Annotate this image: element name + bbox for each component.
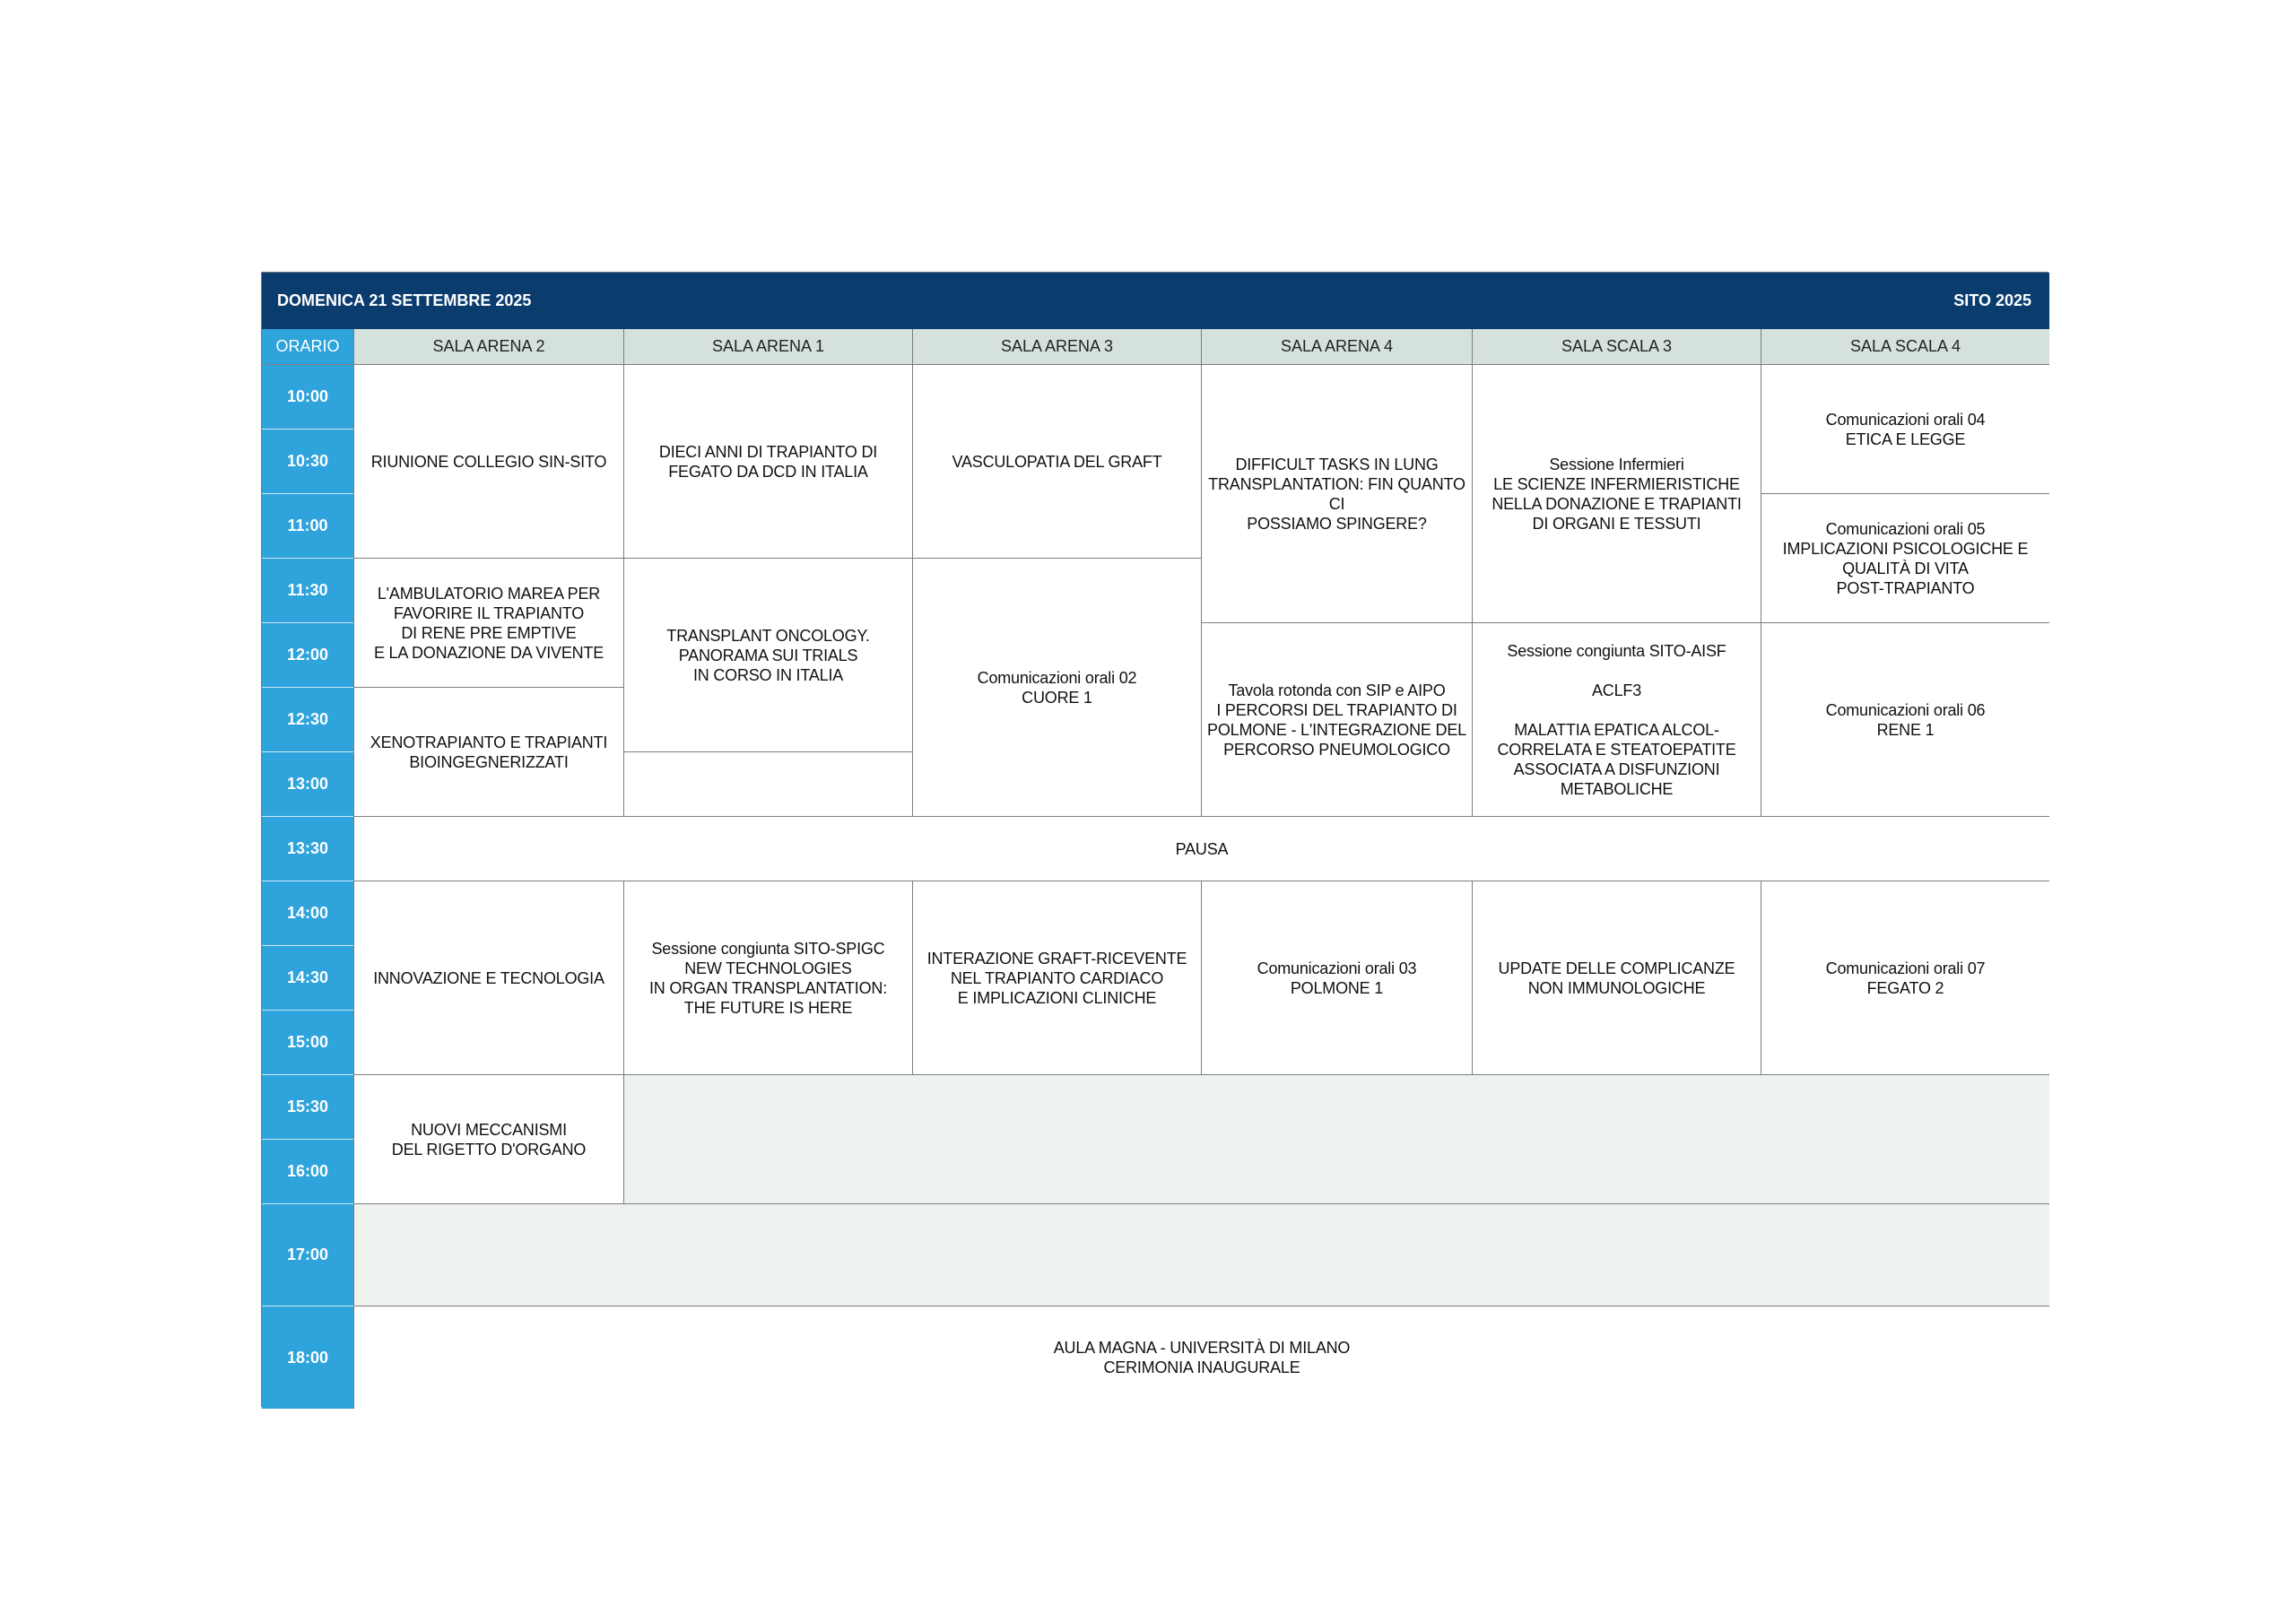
session-update-complicanze[interactable]: UPDATE DELLE COMPLICANZE NON IMMUNOLOGICHE bbox=[1472, 881, 1761, 1075]
time-slot: 18:00 bbox=[262, 1306, 353, 1409]
column-header-sala-arena-4: SALA ARENA 4 bbox=[1201, 329, 1472, 365]
time-slot: 13:30 bbox=[262, 817, 353, 881]
column-header-sala-scala-4: SALA SCALA 4 bbox=[1761, 329, 2049, 365]
time-slot: 13:00 bbox=[262, 752, 353, 817]
session-comunicazioni-05[interactable]: Comunicazioni orali 05 IMPLICAZIONI PSICOLOGICHE E QUALITÀ DI VITA POST-TRAPIANTO bbox=[1761, 494, 2049, 623]
time-slot: 10:00 bbox=[262, 365, 353, 430]
session-difficult-tasks[interactable]: DIFFICULT TASKS IN LUNG TRANSPLANTATION: FIN QUANTO CI POSSIAMO SPINGERE? bbox=[1201, 365, 1472, 623]
time-slot: 15:00 bbox=[262, 1011, 353, 1075]
session-riunione-collegio[interactable]: RIUNIONE COLLEGIO SIN-SITO bbox=[353, 365, 623, 559]
column-header-orario: ORARIO bbox=[262, 329, 353, 365]
time-slot: 10:30 bbox=[262, 430, 353, 494]
time-slot: 15:30 bbox=[262, 1075, 353, 1140]
time-slot: 12:00 bbox=[262, 623, 353, 688]
session-comunicazioni-06[interactable]: Comunicazioni orali 06 RENE 1 bbox=[1761, 623, 2049, 817]
time-slot: 14:00 bbox=[262, 881, 353, 946]
session-comunicazioni-03[interactable]: Comunicazioni orali 03 POLMONE 1 bbox=[1201, 881, 1472, 1075]
time-slot: 16:00 bbox=[262, 1140, 353, 1204]
session-nuovi-meccanismi[interactable]: NUOVI MECCANISMI DEL RIGETTO D'ORGANO bbox=[353, 1075, 623, 1204]
column-header-sala-arena-3: SALA ARENA 3 bbox=[912, 329, 1201, 365]
session-comunicazioni-04[interactable]: Comunicazioni orali 04 ETICA E LEGGE bbox=[1761, 365, 2049, 494]
column-header-sala-arena-1: SALA ARENA 1 bbox=[623, 329, 912, 365]
session-dieci-anni-dcd[interactable]: DIECI ANNI DI TRAPIANTO DI FEGATO DA DCD IN ITALIA bbox=[623, 365, 912, 559]
session-sito-spigc[interactable]: Sessione congiunta SITO-SPIGC NEW TECHNOLOGIES IN ORGAN TRANSPLANTATION: THE FUTURE IS HERE bbox=[623, 881, 912, 1075]
session-innovazione[interactable]: INNOVAZIONE E TECNOLOGIA bbox=[353, 881, 623, 1075]
schedule-header bbox=[262, 273, 2049, 329]
time-slot: 11:30 bbox=[262, 559, 353, 623]
schedule-date: DOMENICA 21 SETTEMBRE 2025 bbox=[277, 291, 532, 309]
time-slot: 17:00 bbox=[262, 1204, 353, 1306]
time-slot: 14:30 bbox=[262, 946, 353, 1011]
pause-row: PAUSA bbox=[353, 817, 2049, 881]
empty-slot bbox=[623, 752, 912, 817]
session-cerimonia-inaugurale[interactable]: AULA MAGNA - UNIVERSITÀ DI MILANO CERIMONIA INAUGURALE bbox=[353, 1306, 2049, 1409]
session-xenotrapianto[interactable]: XENOTRAPIANTO E TRAPIANTI BIOINGEGNERIZZATI bbox=[353, 688, 623, 817]
session-infermieri[interactable]: Sessione Infermieri LE SCIENZE INFERMIERISTICHE NELLA DONAZIONE E TRAPIANTI DI ORGANI E TESSUTI bbox=[1472, 365, 1761, 623]
time-slot: 11:00 bbox=[262, 494, 353, 559]
column-header-sala-arena-2: SALA ARENA 2 bbox=[353, 329, 623, 365]
session-comunicazioni-02[interactable]: Comunicazioni orali 02 CUORE 1 bbox=[912, 559, 1201, 817]
session-interazione-graft[interactable]: INTERAZIONE GRAFT-RICEVENTE NEL TRAPIANTO CARDIACO E IMPLICAZIONI CLINICHE bbox=[912, 881, 1201, 1075]
column-header-sala-scala-3: SALA SCALA 3 bbox=[1472, 329, 1761, 365]
empty-block bbox=[623, 1075, 2049, 1204]
schedule-table bbox=[261, 272, 2048, 1407]
session-tavola-rotonda[interactable]: Tavola rotonda con SIP e AIPO I PERCORSI DEL TRAPIANTO DI POLMONE - L'INTEGRAZIONE DEL PERCORSO PNEUMOLOGICO bbox=[1201, 623, 1472, 817]
session-ambulatorio-marea[interactable]: L'AMBULATORIO MAREA PER FAVORIRE IL TRAPIANTO DI RENE PRE EMPTIVE E LA DONAZIONE DA VIVENTE bbox=[353, 559, 623, 688]
session-transplant-oncology[interactable]: TRANSPLANT ONCOLOGY. PANORAMA SUI TRIALS IN CORSO IN ITALIA bbox=[623, 559, 912, 752]
session-vasculopatia[interactable]: VASCULOPATIA DEL GRAFT bbox=[912, 365, 1201, 559]
time-slot: 12:30 bbox=[262, 688, 353, 752]
empty-block bbox=[353, 1204, 2049, 1306]
event-name: SITO 2025 bbox=[1953, 291, 2031, 309]
session-sito-aisf[interactable]: Sessione congiunta SITO-AISF ACLF3 MALATTIA EPATICA ALCOL- CORRELATA E STEATOEPATITE ASSOCIATA A DISFUNZIONI METABOLICHE bbox=[1472, 623, 1761, 817]
session-comunicazioni-07[interactable]: Comunicazioni orali 07 FEGATO 2 bbox=[1761, 881, 2049, 1075]
